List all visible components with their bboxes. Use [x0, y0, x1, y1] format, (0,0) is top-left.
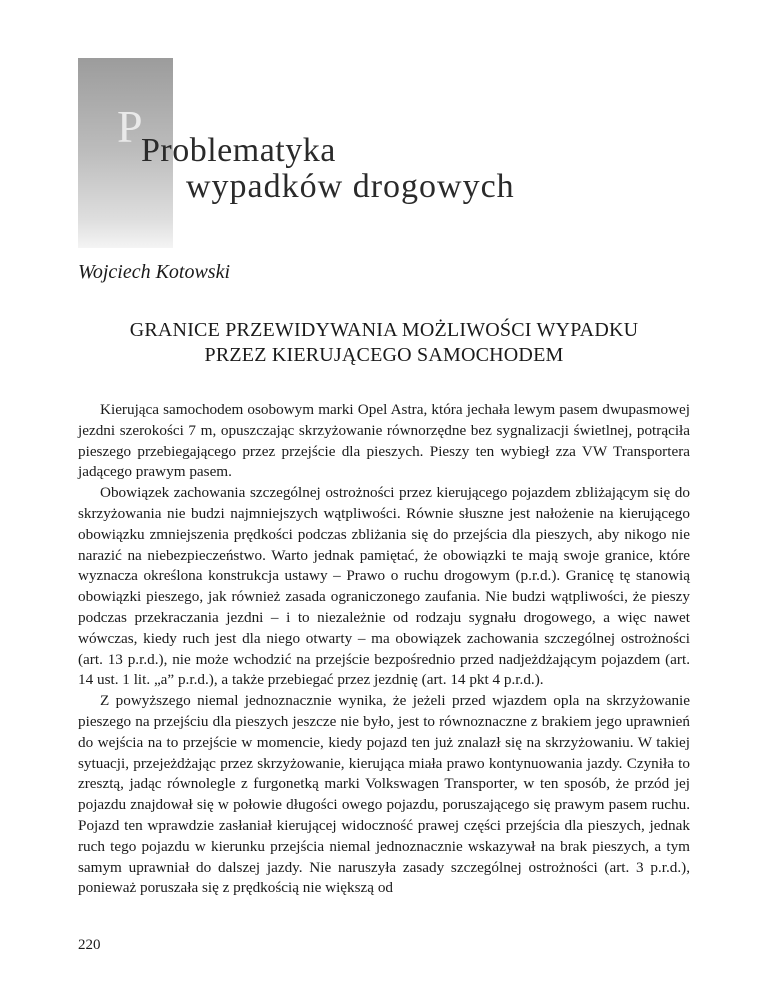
article-author: Wojciech Kotowski [78, 261, 231, 283]
chapter-initial: P [117, 101, 143, 152]
article-heading-line1: GRANICE PRZEWIDYWANIA MOŻLIWOŚCI WYPADKU [129, 319, 639, 341]
chapter-title-line1: Problematyka [141, 132, 336, 169]
body-paragraph-2: Obowiązek zachowania szczególnej ostrożności przez kierującego pojazdem zbliżającym się do skrzyżowania nie budzi najmniejszych wątpliwości. Równie słuszne jest nałożenie na kierującego obowiązku zmniejszenia prędkości podczas zbliżania się do przejścia dla pieszych, aby nikogo nie narazić na niebezpieczeństwo. Warto jednak pamiętać, że obowiązki te mają swoje granice, które wyznacza określona konstrukcja ustawy – Prawo o ruchu drogowym (p.r.d.). Granicę tę stanowią obowiązki pieszego, jak również zasada ograniczonego zaufania. Nie budzi wątpliwości, że pieszy podczas przekraczania jezdni – i to niezależnie od rodzaju sygnału drogowego, a więc nawet wówczas, kiedy ruch jest dla niego otwarty – ma obowiązek zachowania szczególnej ostrożności (art. 13 p.r.d.), nie może wchodzić na przejście bezpośrednio przed nadjeżdżającym pojazdem (art. 14 ust. 1 lit. „a” p.r.d.), a także przebiegać przez jezdnię (art. 14 pkt 4 p.r.d.). [78, 484, 690, 689]
article-heading-line2: PRZEZ KIERUJĄCEGO SAMOCHODEM [204, 344, 564, 366]
body-paragraph-3: Z powyższego niemal jednoznacznie wynika, że jeżeli przed wjazdem opla na skrzyżowanie pieszego na przejściu dla pieszych jeszcze nie było, jest to równoznaczne z brakiem jego uprawnień do wejścia na to przejście w momencie, kiedy pojazd ten już znalazł się na skrzyżowaniu. W takiej sytuacji, przejeżdżając przez skrzyżowanie, kierująca miała prawo kontynuowania jazdy. Czyniła to zresztą, jadąc równolegle z furgonetką marki Volkswagen Transporter, w ten sposób, że przód jej pojazdu znajdował się w połowie długości owego pojazdu, poruszającego się prawym pasem ruchu. Pojazd ten wprawdzie zasłaniał kierującej widoczność prawej części przejścia dla pieszych, jednak ruch tego pojazdu w kierunku przejścia niemal jednoznacznie wskazywał na brak pieszych, a tym samym uprawniał do dalszej jazdy. Nie naruszyła zasady szczególnej ostrożności (art. 3 p.r.d.), ponieważ poruszała się z prędkością nie większą od [78, 692, 690, 897]
article-body [78, 400, 690, 899]
page-number: 220 [78, 937, 101, 953]
article-heading [78, 318, 690, 368]
chapter-title-line2: wypadków drogowych [186, 168, 515, 205]
body-paragraph-1: Kierująca samochodem osobowym marki Opel Astra, która jechała lewym pasem dwupasmowej jezdni szerokości 7 m, opuszczając skrzyżowanie równorzędne bez sygnalizacji świetlnej, potrąciła pieszego przebiegającego przez przejście dla pieszych. Pieszy ten wybiegł zza VW Transportera jadącego prawym pasem. [78, 401, 690, 481]
